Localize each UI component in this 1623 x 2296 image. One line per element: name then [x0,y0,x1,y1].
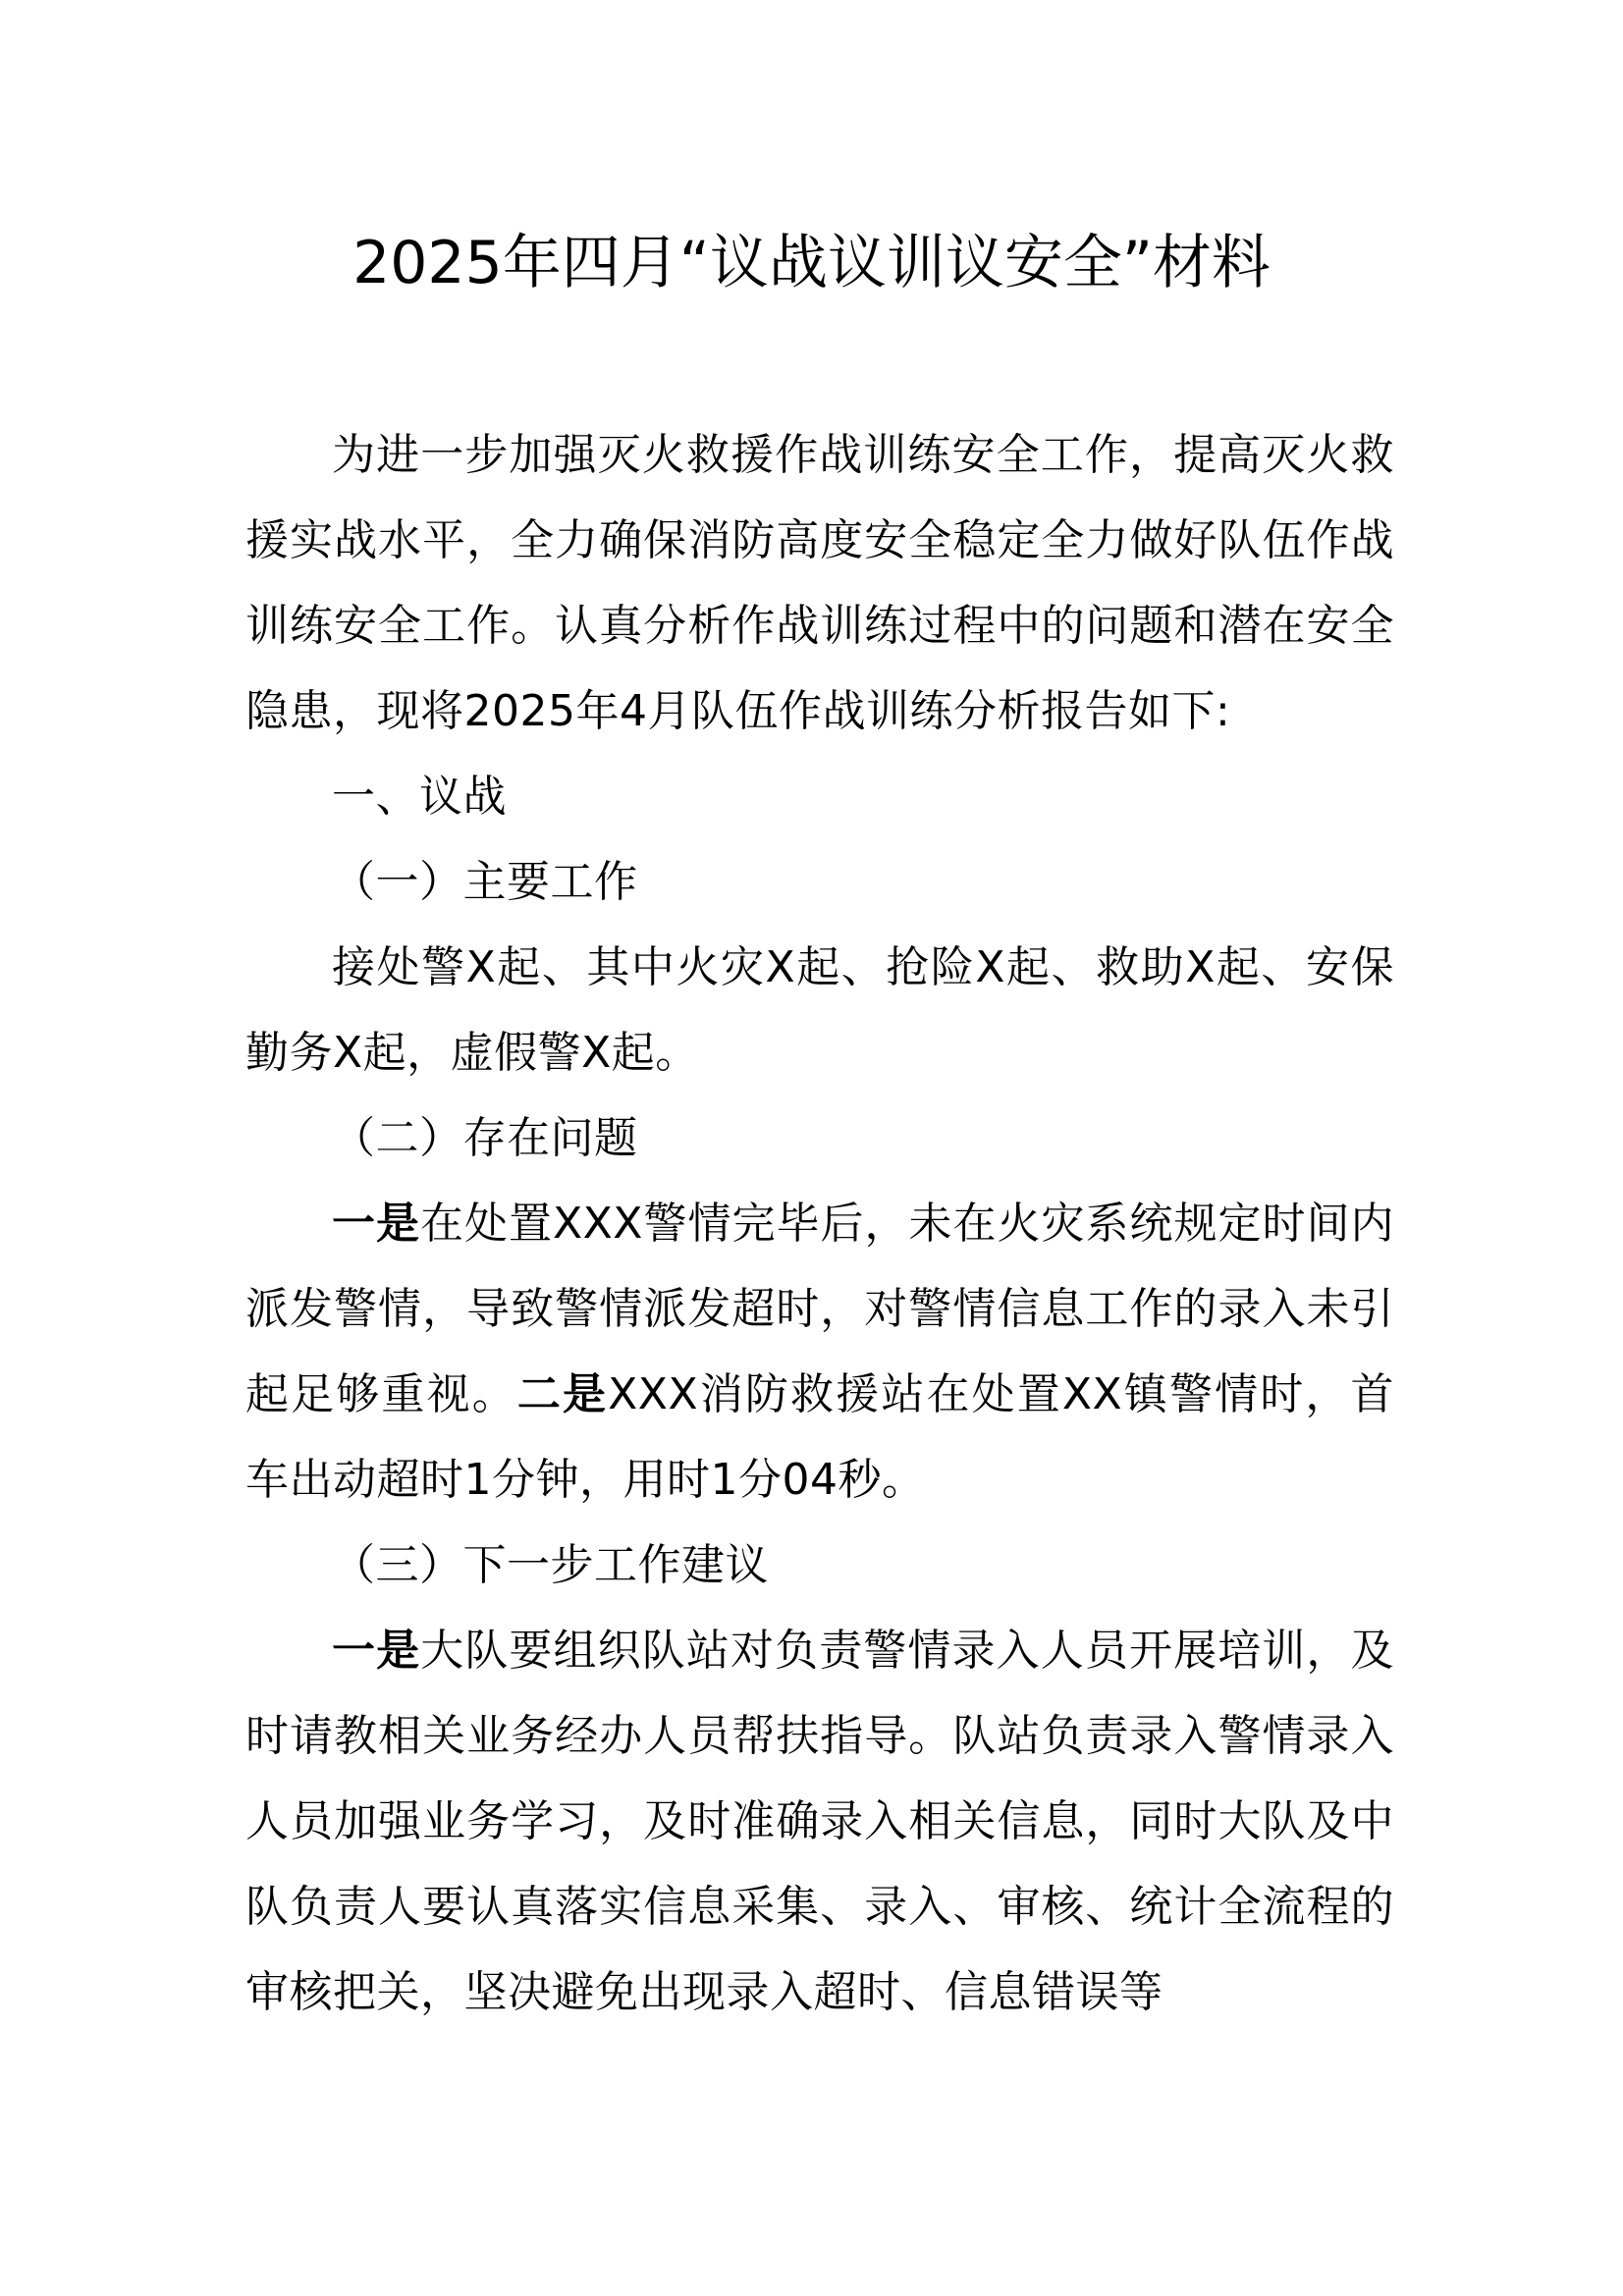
subsection-heading-main-work: （一）主要工作 [332,857,638,907]
intro-paragraph: 为进一步加强灭火救援作战训练安全工作，提高灭火救援实战水平，全力确保消防高度安全稳定全力做好队伍作战训练安全工作。认真分析作战训练过程中的问题和潜在安全隐患，现将2025年4月队伍作战训练分析报告如下: [245,430,1394,736]
problem-1-text: 在处置XXX警情完毕后，未在火灾系统规定时间内派发警情，导致警情派发超时，对警情信息工作的录入未引起足够重视。 [245,1199,1394,1419]
problem-2-text: XXX消防救援站在处置XX镇警情时，首车出动超时1分钟，用时1分04秒。 [245,1369,1395,1505]
main-work-paragraph: 接处警X起、其中火灾X起、抢险X起、救助X起、安保勤务X起，虚假警X起。 [245,942,1394,1078]
document-body [245,412,1394,2035]
next-step-1-label: 一是 [332,1626,421,1676]
subsection-heading-next-steps: （三）下一步工作建议 [332,1540,769,1590]
subsection-heading-problems: （二）存在问题 [332,1113,638,1163]
section-heading-yizhan: 一、议战 [332,772,507,822]
problem-2-label: 二是 [516,1369,609,1419]
document-title: 2025年四月“议战议训议安全”材料 [352,229,1271,297]
next-step-1-text: 大队要组织队站对负责警情录入人员开展培训，及时请教相关业务经办人员帮扶指导。队站负责录入警情录入人员加强业务学习，及时准确录入相关信息，同时大队及中队负责人要认真落实信息采集、录入、审核、统计全流程的审核把关，坚决避免出现录入超时、信息错误等 [245,1626,1394,2017]
problem-1-label: 一是 [332,1199,421,1249]
problems-paragraph [245,1181,1394,1522]
next-steps-paragraph [245,1608,1394,2035]
